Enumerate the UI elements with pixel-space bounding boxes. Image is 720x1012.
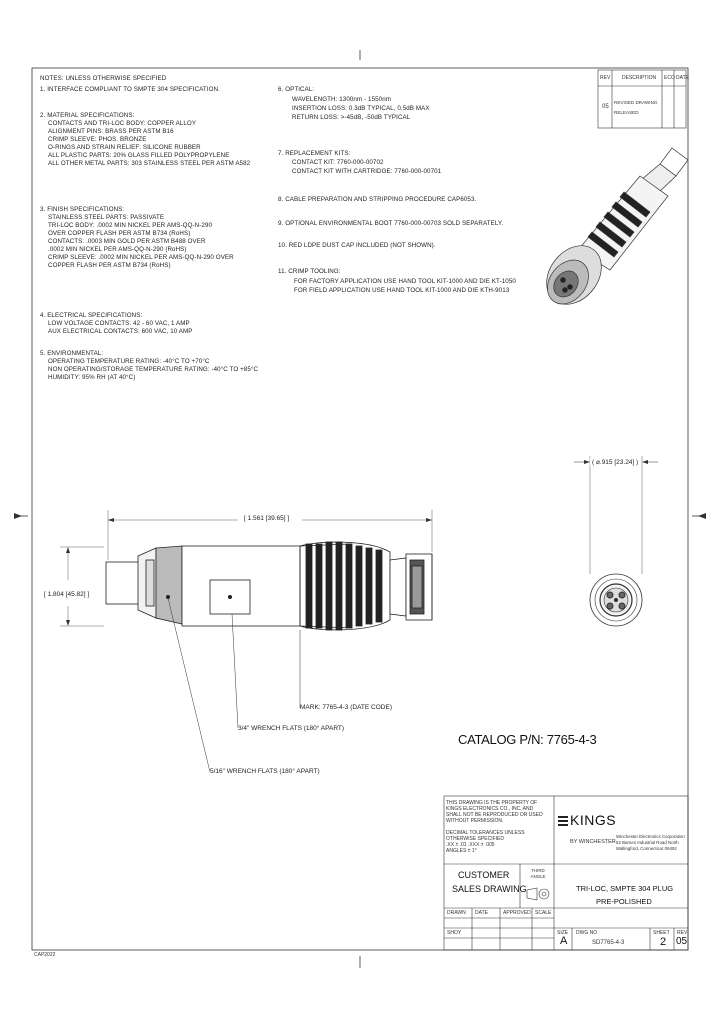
note-line: 8. CABLE PREPARATION AND STRIPPING PROCEDURE CAP6053. (278, 196, 477, 203)
note-line: 7. REPLACEMENT KITS: (278, 150, 351, 157)
catalog-number: CATALOG P/N: 7765-4-3 (458, 732, 597, 747)
drawn-by: SHOY (447, 930, 462, 936)
rev-header-description: DESCRIPTION (622, 75, 657, 81)
label-date: DATE (475, 910, 488, 916)
label-approved: APPROVED (503, 910, 531, 916)
marking-callout: MARK: 7765-4-3 (DATE CODE) (300, 704, 392, 711)
note-line: ALIGNMENT PINS: BRASS PER ASTM B16 (48, 128, 174, 135)
label-size: SIZE (557, 930, 569, 936)
company-logo: KINGS (570, 812, 617, 828)
note-line: RETURN LOSS: >-45dB, -50dB TYPICAL (292, 114, 411, 121)
label-scale: SCALE (535, 910, 552, 916)
note-line: TRI-LOC BODY: .0002 MIN NICKEL PER AMS-QQ-N-290 (48, 222, 213, 229)
label-sheet: SHEET (653, 930, 670, 936)
note-line: FOR FACTORY APPLICATION USE HAND TOOL KIT-1000 AND DIE KT-1050 (294, 278, 516, 285)
drawing-title-line1: TRI-LOC, SMPTE 304 PLUG (576, 884, 674, 893)
note-line: 6. OPTICAL: (278, 86, 315, 93)
note-line: CONTACTS: .0003 MIN GOLD PER ASTM B488 OVER (48, 238, 206, 245)
connector-isometric-view (535, 148, 688, 315)
rev-row-description: REVISED DRAWING (614, 100, 658, 105)
drawing-number: SD7765-4-3 (592, 940, 625, 946)
rev-header-rev: REV (600, 75, 611, 81)
rev-header-date: DATE (676, 75, 689, 81)
length-dimension: [ 1.561 [39.65] ] (240, 515, 293, 522)
drawing-title-line2: PRE-POLISHED (596, 897, 652, 906)
note-line: OVER COPPER FLASH PER ASTM B734 (RoHS) (48, 230, 191, 237)
note-line: .0002 MIN NICKEL PER AMS-QQ-N-290 (RoHS) (48, 246, 187, 253)
connector-end-view (574, 456, 658, 626)
note-line: AUX ELECTRICAL CONTACTS: 600 VAC, 10 AMP (48, 328, 193, 335)
customer-label: CUSTOMER (458, 870, 510, 880)
note-line: 11. CRIMP TOOLING: (278, 268, 341, 275)
note-line: CRIMP SLEEVE: PHOS. BRONZE (48, 136, 147, 143)
wrench-flats-callout-a: 3/4" WRENCH FLATS (180° APART) (238, 725, 345, 732)
note-line: 3. FINISH SPECIFICATIONS: (40, 206, 125, 213)
note-line: CRIMP SLEEVE: .0002 MIN NICKEL PER AMS-QQ-N-290 OVER (48, 254, 234, 261)
label-dwg-no: DWG NO (576, 930, 598, 936)
sheet-number: 2 (660, 936, 667, 948)
note-line: OPERATING TEMPERATURE RATING: -40°C TO +70°C (48, 358, 210, 365)
note-line: CONTACT KIT: 7760-000-00702 (292, 159, 384, 166)
kings-logo-mark (558, 816, 568, 826)
note-line: CONTACT KIT WITH CARTRIDGE: 7760-000-00701 (292, 168, 442, 175)
label-rev: REV (677, 930, 688, 936)
revision-number: 05 (676, 936, 688, 947)
height-dimension: [ 1.804 [45.82] ] (44, 591, 90, 598)
company-subtitle: BY WINCHESTER (570, 839, 616, 845)
note-line: 10. RED LDPE DUST CAP INCLUDED (NOT SHOWN). (278, 242, 436, 249)
tolerance-block: DECIMAL TOLERANCES UNLESS OTHERWISE SPECIFIED .XX ± .01 .XXX ± .005 ANGLES ± 1° (446, 830, 525, 854)
note-line: COPPER FLASH PER ASTM B734 (RoHS) (48, 262, 171, 269)
rev-header-eco: ECO (664, 75, 675, 81)
note-line: LOW VOLTAGE CONTACTS: 42 - 60 VAC, 1 AMP (48, 320, 190, 327)
note-line: ALL PLASTIC PARTS: 20% GLASS FILLED POLYPROPYLENE (48, 152, 230, 159)
note-line: ALL OTHER METAL PARTS: 303 STAINLESS STEEL PER ASTM A582 (48, 160, 251, 167)
footer-note: CAP2022 (34, 952, 56, 958)
note-line: 9. OPTIONAL ENVIRONMENTAL BOOT 7760-000-00703 SOLD SEPARATELY. (278, 220, 504, 227)
wrench-flats-callout-b: 5/16" WRENCH FLATS (180° APART) (210, 768, 320, 775)
rev-row-rev: 05 (602, 104, 609, 110)
company-address: Winchester Electronics Corporation 62 Barnes Industrial Road North Wallingford, Connecticut 06492 (616, 834, 685, 851)
note-line: 1. INTERFACE COMPLIANT TO SMPTE 304 SPECIFICATION. (40, 86, 220, 93)
note-line: 4. ELECTRICAL SPECIFICATIONS: (40, 312, 143, 319)
diameter-dimension: ( ⌀.915 [23.24] ) (592, 459, 639, 466)
sheet-size: A (560, 935, 568, 947)
note-line: WAVELENGTH: 1300nm - 1550nm (292, 96, 391, 103)
notes-header: NOTES: UNLESS OTHERWISE SPECIFIED (40, 75, 167, 82)
note-line: NON OPERATING/STORAGE TEMPERATURE RATING: -40°C TO +85°C (48, 366, 259, 373)
third-angle-label: THIRD ANGLE (530, 868, 546, 879)
note-line: CONTACTS AND TRI-LOC BODY: COPPER ALLOY (48, 120, 197, 127)
note-line: STAINLESS STEEL PARTS: PASSIVATE (48, 214, 165, 221)
sales-drawing-label: SALES DRAWING (452, 884, 527, 894)
connector-side-view (106, 542, 432, 630)
note-line: FOR FIELD APPLICATION USE HAND TOOL KIT-1000 AND DIE KTH-9013 (294, 287, 510, 294)
note-line: INSERTION LOSS: 0.3dB TYPICAL, 0.5dB MAX (292, 105, 430, 112)
rev-row-eco: RELEASED (614, 110, 639, 115)
note-line: 2. MATERIAL SPECIFICATIONS: (40, 112, 135, 119)
note-line: O-RINGS AND STRAIN RELIEF: SILICONE RUBBER (48, 144, 201, 151)
label-drawn: DRAWN (447, 910, 466, 916)
third-angle-symbol (527, 888, 549, 900)
proprietary-notice: THIS DRAWING IS THE PROPERTY OF KINGS ELECTRONICS CO., INC. AND SHALL NOT BE REPRODUCED OR USED WITHOUT PERMISSION. (446, 800, 543, 824)
note-line: 5. ENVIRONMENTAL: (40, 350, 104, 357)
note-line: HUMIDITY: 95% RH (AT 40°C) (48, 374, 136, 381)
